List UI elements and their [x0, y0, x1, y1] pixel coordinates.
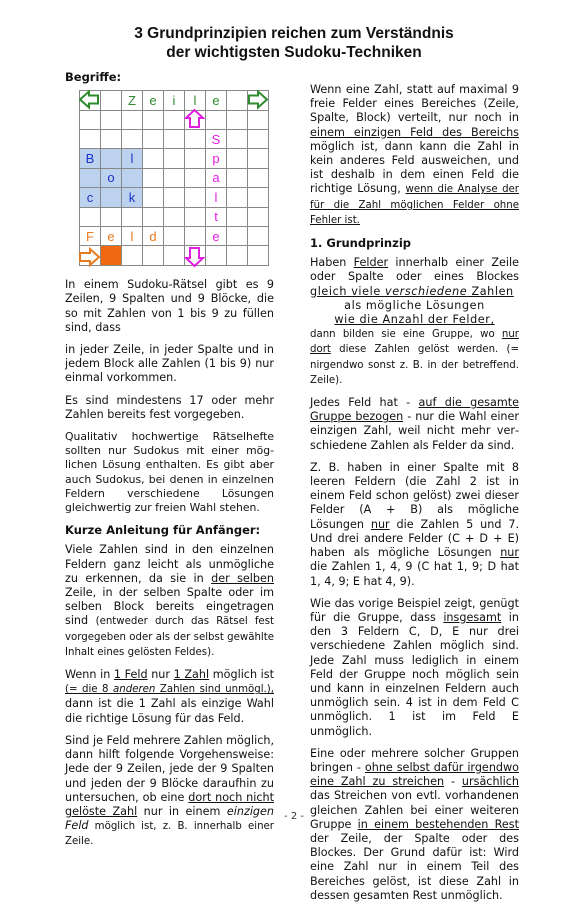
- arrow-up-icon: [186, 110, 203, 127]
- left-paragraph-7: [65, 734, 274, 850]
- grid-letter: i: [172, 92, 176, 108]
- text: möglich ist: [209, 668, 274, 682]
- arrow-down-icon: [186, 248, 203, 266]
- text-underlined: gleich viele: [310, 284, 385, 298]
- right-paragraph-1: [310, 83, 519, 228]
- grid-letter: e: [149, 92, 157, 108]
- left-paragraph-5: [65, 543, 274, 660]
- text: Wie das vorige Beispiel zeigt, genügt für die Gruppe, dass: [310, 596, 519, 624]
- right-paragraph-6: [310, 747, 519, 903]
- text-italic: einzigen Feld: [65, 804, 275, 833]
- text-centered-underlined: wie die Anzahl der Felder,: [334, 313, 495, 327]
- text: möglich ist, dann kann die Zahl in kein anderes Feld ausweichen, und ist deshalb in dem einen Feld die richtige Lösung,: [310, 139, 519, 196]
- grid-letter: B: [85, 151, 95, 167]
- text-underlined: der selben: [211, 571, 274, 585]
- grid-letter: a: [212, 170, 220, 186]
- text-underlined: ursächlich: [461, 775, 519, 789]
- text: in den 3 Feldern C, D, E nur drei verschiedene Zahlen möglich sind. Jede Zahl muss lediglich in einem Feld der Gruppe noch möglich sein und kann in einzelnen Feldern auch unmöglich sein. 4 ist in dem Feld C unmöglich. 1 ist im Feld E unmöglich.: [310, 610, 519, 738]
- text: nur: [147, 668, 174, 682]
- grid-letter: e: [212, 228, 220, 244]
- text-underlined: nur dort: [310, 329, 519, 356]
- text-underlined: nur: [500, 546, 519, 560]
- grid-letter: Z: [128, 92, 136, 108]
- grid-letter: k: [128, 189, 136, 205]
- text-italic: anderen: [113, 684, 156, 696]
- sudoku-grid-illustration: [79, 90, 269, 270]
- left-paragraph-4: Qualitativ hochwertige Rätselhefte sollten nur Sudokus mit einer möglichen Lösung enthalten. Es gibt aber auch Sudokus, bei denen in einzelnen Feldern verschiedene Lösungen gleichwertig zur freien Wahl stehen.: [65, 430, 274, 515]
- text-underlined: insgesamt: [443, 610, 502, 624]
- text-underlined: 1 Zahl: [173, 668, 210, 682]
- text-underlined: nur: [370, 517, 390, 531]
- right-paragraph-2: [310, 256, 519, 388]
- text-small: (entweder durch das Rätsel fest vorgegeben oder als der selbst gewählte Inhalt eines gelösten Feldes).: [65, 616, 274, 658]
- text: Zahlen sind unmögl.),: [155, 684, 274, 696]
- grid-letter: F: [86, 228, 94, 244]
- left-paragraph-2: in jeder Zeile, in jeder Spalte und in jedem Block alle Zahlen (1 bis 9) nur einmal vorkommen.: [65, 343, 274, 385]
- text-underlined: Felder: [353, 256, 389, 270]
- text: Z. B. haben in einer Spalte mit 8 leeren Feldern (die Zahl 2 ist in einem Feld schon gelöst) zwei dieser Felder (A + B) als mögliche Lösungen: [310, 460, 519, 531]
- grid-letter: c: [86, 189, 94, 205]
- heading-begriffe: Begriffe:: [65, 70, 122, 84]
- text: -: [444, 775, 462, 789]
- arrow-left-icon: [80, 92, 98, 108]
- title-line-1: 3 Grundprinzipien reichen zum Verständnis: [134, 25, 454, 42]
- right-paragraph-4: [310, 461, 519, 589]
- text-underlined: wenn die Analyse der für die Zahl möglichen Felder ohne Fehler ist.: [310, 184, 519, 226]
- text-underlined: in einem bestehenden Rest: [357, 817, 519, 831]
- text-small: dann bilden sie eine Gruppe, wo: [310, 329, 502, 341]
- left-paragraph-6: [65, 668, 274, 726]
- text: Wenn eine Zahl, statt auf maximal 9 freie Felder eines Bereiches (Zeile, Spalte, Block) verteilt, nur noch in: [310, 83, 519, 125]
- text: Eine oder mehrere solcher Gruppen bringen -: [310, 746, 519, 774]
- text: Haben: [310, 256, 354, 270]
- right-column: [310, 83, 519, 911]
- text: Jedes Feld hat -: [310, 396, 419, 410]
- grid-letter: o: [107, 170, 115, 186]
- text-underlined: ohne selbst dafür irgendwo eine Zahl zu streichen: [310, 760, 520, 789]
- text-centered: als mögliche Lösungen: [344, 298, 485, 312]
- text-italic-underlined: verschiedene: [384, 284, 468, 298]
- text: Wenn in: [65, 668, 114, 682]
- text: Sind je Feld mehrere Zahlen möglich, dann hilft folgende Vorgehensweise: Jede der 9 Zeilen, jede der 9 Spalten und jeden der 9 Blöcke daraufhin zu untersuchen, ob eine: [65, 733, 274, 804]
- text-small: möglich ist, z. B. innerhalb einer Zeile.: [65, 821, 274, 848]
- heading-anleitung: Kurze Anleitung für Anfänger:: [65, 523, 261, 538]
- text: nur in einem: [137, 804, 227, 818]
- title-line-2: der wichtigsten Sudoku-Techniken: [166, 44, 422, 61]
- text: die Zahlen 5 und 7. Und drei andere Felder (C + D + E) haben als mögliche Lösungen: [310, 517, 520, 560]
- grid-letter: e: [107, 228, 115, 244]
- right-paragraph-3: [310, 396, 519, 453]
- text: Zeile, in der selben Spalte oder im selben Block bereits eingetragen sind: [65, 586, 274, 628]
- grid-letter: l: [130, 228, 134, 244]
- text-underlined: auf die gesamte Gruppe bezogen: [310, 396, 519, 424]
- text-underlined: einem einzigen Feld des Bereichs: [310, 125, 519, 139]
- grid-arrows: [79, 90, 269, 270]
- left-paragraph-1: In einem Sudoku-Rätsel gibt es 9 Zeilen, 9 Spalten und 9 Blöcke, die so mit Zahlen von 1 bis 9 zu füllen sind, dass: [65, 278, 274, 334]
- text: (= die 8: [65, 684, 114, 696]
- text: die Zahlen 1, 4, 9 (C hat 1, 9; D hat 1, 4, 9; E hat 4, 9).: [310, 560, 519, 588]
- grid-letter: l: [193, 92, 197, 108]
- page-number: - 2 -: [284, 811, 304, 822]
- arrow-right-icon: [249, 92, 267, 108]
- text-underlined: 1 Feld: [113, 668, 148, 682]
- text: der Zeile, der Spalte oder des Blockes. Der Grund dafür ist: Wird eine Zahl nur in einem Teil des Bereiches gelöst, ist diese Zahl in dessen gesamten Rest unmöglich.: [310, 831, 519, 902]
- grid-letter: d: [149, 228, 157, 244]
- page-title: [0, 24, 588, 62]
- text: - nur die Wahl einer einzigen Zahl, weil nicht mehr verschiedene Zahlen als Felder da sind.: [310, 410, 520, 452]
- text: Viele Zahlen sind in den einzelnen Feldern ganz leicht als unmögliche zu erkennen, da sie in: [65, 543, 274, 585]
- text: innerhalb einer Zeile oder Spalte oder eines Blockes: [310, 256, 519, 284]
- grid-letter: e: [212, 92, 220, 108]
- grid-letter: p: [212, 151, 220, 167]
- heading-grundprinzip: 1. Grundprinzip: [310, 236, 411, 251]
- grid-letter: l: [214, 189, 218, 205]
- grid-letter: l: [130, 151, 134, 167]
- text-underlined: dort noch nicht gelöste Zahl: [65, 790, 274, 818]
- arrow-right-orange-icon: [80, 249, 99, 265]
- left-column: [65, 70, 274, 858]
- text-underlined: Zahlen: [467, 284, 514, 298]
- text-small: diese Zahlen gelöst werden. (= nirgendwo sonst z. B. in der betreffend. Zeile).: [310, 344, 519, 386]
- text-underlined-group: [65, 684, 274, 695]
- text: das Streichen von evtl. vorhandenen gleichen Zahlen bei einer weiteren Gruppe: [310, 789, 519, 831]
- grid-letter: S: [211, 131, 221, 147]
- right-paragraph-5: [310, 597, 519, 739]
- text: dann ist die 1 Zahl als einzige Wahl die richtige Lösung für das Feld.: [65, 697, 274, 725]
- left-paragraph-3: Es sind mindestens 17 oder mehr Zahlen bereits fest vorgegeben.: [65, 393, 274, 421]
- grid-letter: t: [214, 209, 218, 225]
